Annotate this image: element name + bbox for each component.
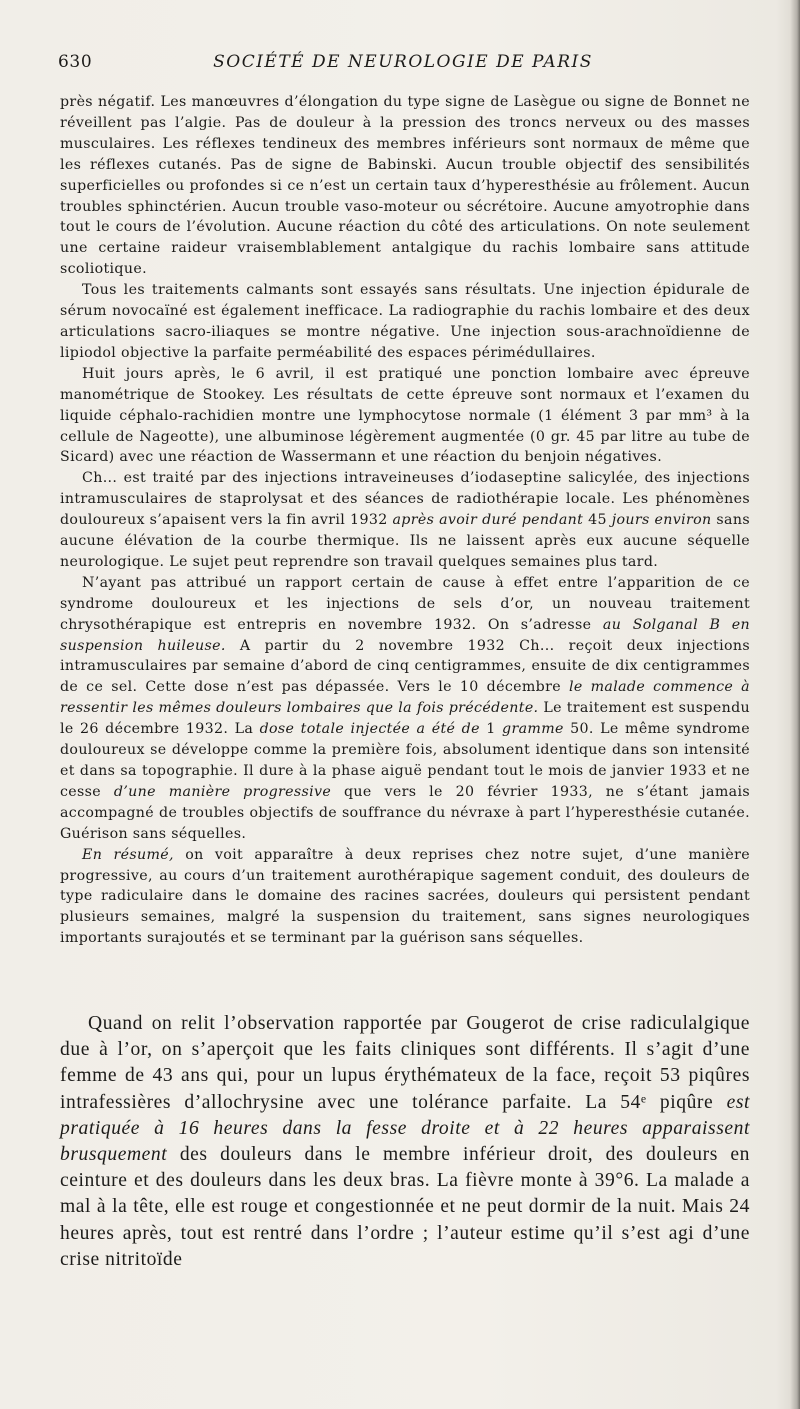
italic-run: après avoir duré pendant: [392, 512, 584, 529]
italic-run: En résumé,: [82, 846, 174, 863]
text-run: des douleurs dans le membre inférieur droit, des douleurs en ceinture et des douleurs dans les deux bras. La fièvre monte à 39°6. La malade a mal à la tête, elle est rouge et congestionnée et ne peut dormir de la nuit. Mais 24 heures après, tout est rentré dans l’ordre ; l’auteur estime qu’il s’est agi d’une crise nitritoïde: [60, 1144, 750, 1270]
italic-run: au Solganal B en suspension huileuse.: [60, 616, 750, 654]
running-title: SOCIÉTÉ DE NEUROLOGIE DE PARIS: [213, 52, 593, 72]
paragraph-treatment-course: [60, 468, 750, 573]
paragraph-second-treatment: [60, 573, 750, 845]
paragraph-gougerot: [60, 1011, 750, 1273]
paragraph-lumbar-puncture: Huit jours après, le 6 avril, il est pratiqué une ponction lombaire avec épreuve manométrique de Stookey. Les résultats de cette épreuve sont normaux et l’examen du liquide céphalo-rachidien montre une lymphocytose normale (1 élément 3 par mm³ à la cellule de Nageotte), une albuminose légèrement augmentée (0 gr. 45 par litre au tube de Sicard) avec une réaction de Wassermann et une réaction du benjoin négatives.: [60, 365, 750, 466]
text-run: 50. Le même syndrome douloureux se développe comme la première fois, absolument identique dans son intensité et dans sa topographie. Il dure à la phase aiguë pendant tout le mois de janvier 1933 et ne cesse: [60, 721, 750, 800]
italic-run: le malade commence à ressentir les mêmes douleurs lombaires que la fois précédente.: [60, 679, 750, 717]
text-run: que vers le 20 février 1933, ne s’étant jamais accompagné de troubles objectifs de souffrance du névraxe à part l’hyperesthésie cutanée. Guérison sans séquelles.: [60, 783, 750, 842]
page-header: [58, 52, 748, 74]
text-run: N’ayant pas attribué un rapport certain de cause à effet entre l’apparition de ce syndrome douloureux et les injections de sels d’or, un nouveau traitement chrysothérapique est entrepris en novembre 1932. On s’adresse: [60, 574, 750, 633]
text-run: Le traitement est suspendu le 26 décembre 1932. La: [60, 700, 751, 738]
paragraph-exam: près négatif. Les manœuvres d’élongation du type signe de Lasègue ou signe de Bonnet ne réveillent pas l’algie. Pas de douleur à la pression des troncs nerveux ou des masses musculaires. Les réflexes tendineux des membres inférieurs sont normaux de même que les réflexes cutanés. Pas de signe de Babinski. Aucun trouble objectif des sensibilités superficielles ou profondes si ce n’est un certain taux d’hyperesthésie au frôlement. Aucun troubles sphinctérien. Aucun trouble vaso-moteur ou sécrétoire. Aucune amyotrophie dans tout le cours de l’évolution. Aucune réaction du côté des articulations. On note seulement une certaine raideur vraisemblablement antalgique du rachis lombaire sans attitude scoliotique.: [60, 94, 750, 278]
text-run: A partir du 2 novembre 1932 Ch... reçoit deux injections intramusculaires par semaine d’abord de cinq centigrammes, ensuite de dix centigrammes de ce sel. Cette dose n’est pas dépassée. Vers le 10 décembre: [60, 637, 750, 696]
discussion-large-print: [60, 1011, 750, 1273]
page-number: 630: [58, 52, 93, 72]
text-run: 1: [486, 721, 496, 738]
paragraph-treatments: Tous les traitements calmants sont essayés sans résultats. Une injection épidurale de sérum novocaïné est également inefficace. La radiographie du rachis lombaire et des deux articulations sacro-iliaques se montre négative. Une injection sous-arachnoïdienne de lipiodol objective la parfaite perméabilité des espaces périmédullaires.: [60, 282, 750, 361]
paragraph-summary: [60, 845, 750, 950]
italic-run: d’une manière progressive: [113, 783, 332, 800]
page-edge-shadow: [790, 0, 800, 1409]
text-run: sans aucune élévation de la courbe thermique. Ils ne laissent après eux aucune séquelle neurologique. Le sujet peut reprendre son travail quelques semaines plus tard.: [60, 512, 750, 570]
italic-run: dose totale injectée a été de: [259, 721, 480, 738]
italic-run: jours environ: [611, 512, 712, 529]
text-run: Ch... est traité par des injections intraveineuses d’iodaseptine salicylée, des injections intramusculaires de staprolysat et des séances de radiothérapie locale. Les phénomènes douloureux s’apaisent vers la fin avril 1932: [60, 470, 750, 529]
italic-run: est pratiquée à 16 heures dans la fesse droite et à 22 heures apparaissent brusquement: [60, 1091, 750, 1166]
text-run: 45: [588, 512, 607, 529]
case-report-small-print: [60, 92, 750, 949]
italic-run: gramme: [502, 721, 564, 738]
text-run: on voit apparaître à deux reprises chez notre sujet, d’une manière progressive, au cours d’un traitement aurothérapique sagement conduit, des douleurs de type radiculaire dans le domaine des racines sacrées, douleurs qui persistent pendant plusieurs semaines, malgré la suspension du traitement, sans signes neurologiques importants surajoutés et se terminant par la guérison sans séquelles.: [60, 846, 750, 947]
text-run: Quand on relit l’observation rapportée par Gougerot de crise radiculalgique due à l’or, on s’aperçoit que les faits cliniques sont différents. Il s’agit d’une femme de 43 ans qui, pour un lupus érythémateux de la face, reçoit 53 piqûres intrafessières d’allochrysine avec une tolérance parfaite. La 54ᵉ piqûre: [60, 1013, 750, 1113]
